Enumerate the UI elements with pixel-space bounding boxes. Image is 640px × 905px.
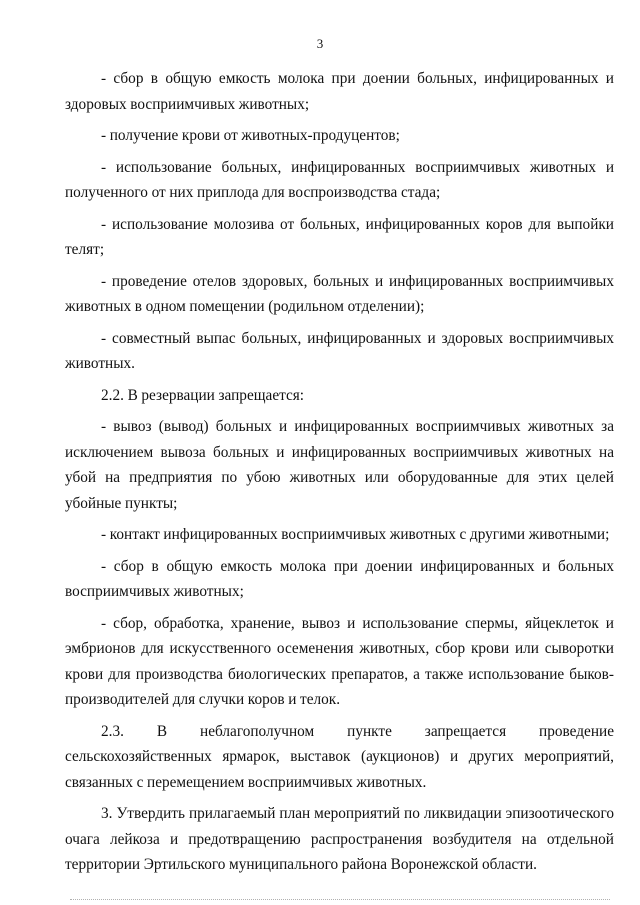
paragraph-blood-collection: - получение крови от животных-продуцентов; (101, 127, 400, 144)
paragraph-herd-reproduction: - использование больных, инфицированных восприимчивых животных и полученного от них приплода для воспроизводства стада; (65, 158, 614, 201)
document-body (65, 66, 614, 878)
paragraph-calving: - проведение отелов здоровых, больных и инфицированных восприимчивых животных в одном помещении (родильном отделении); (65, 272, 614, 315)
paragraph-milk-collection-infected: - сбор в общую емкость молока при доении инфицированных и больных восприимчивых животных; (65, 557, 614, 600)
paragraph-colostrum: - использование молозива от больных, инфицированных коров для выпойки телят; (65, 215, 614, 258)
section-2-2-heading: 2.2. В резервации запрещается: (101, 386, 305, 404)
scan-edge-mark (70, 899, 610, 901)
paragraph-milk-collection: - сбор в общую емкость молока при доении больных, инфицированных и здоровых восприимчивых животных; (65, 70, 614, 113)
paragraph-grazing: - совместный выпас больных, инфицированных и здоровых восприимчивых животных. (65, 329, 614, 372)
paragraph-animal-contact: - контакт инфицированных восприимчивых животных с другими животными; (101, 526, 610, 543)
section-2-3: 2.3. В неблагополучном пункте запрещается проведение сельскохозяйственных ярмарок, выставок (аукционов) и других мероприятий, связанных с перемещением восприимчивых животных. (65, 722, 614, 791)
section-3-approve-plan: 3. Утвердить прилагаемый план мероприятий по ликвидации эпизоотического очага лейкоза и предотвращению распространения возбудителя на отдельной территории Эртильского муниципального района Воронежской области. (65, 805, 614, 873)
paragraph-animal-removal: - вывоз (вывод) больных и инфицированных восприимчивых животных за исключением вывоза больных и инфицированных восприимчивых животных на убой на предприятия по убою животных или оборудованные для этих целей убойные пункты; (65, 418, 614, 512)
paragraph-sperm-embryos: - сбор, обработка, хранение, вывоз и использование спермы, яйцеклеток и эмбрионов для искусственного осеменения животных, сбор крови или сыворотки крови для производства биологических препаратов, а также использование быков-производителей для случки коров и телок. (65, 614, 614, 708)
page-number: 3 (316, 36, 324, 51)
